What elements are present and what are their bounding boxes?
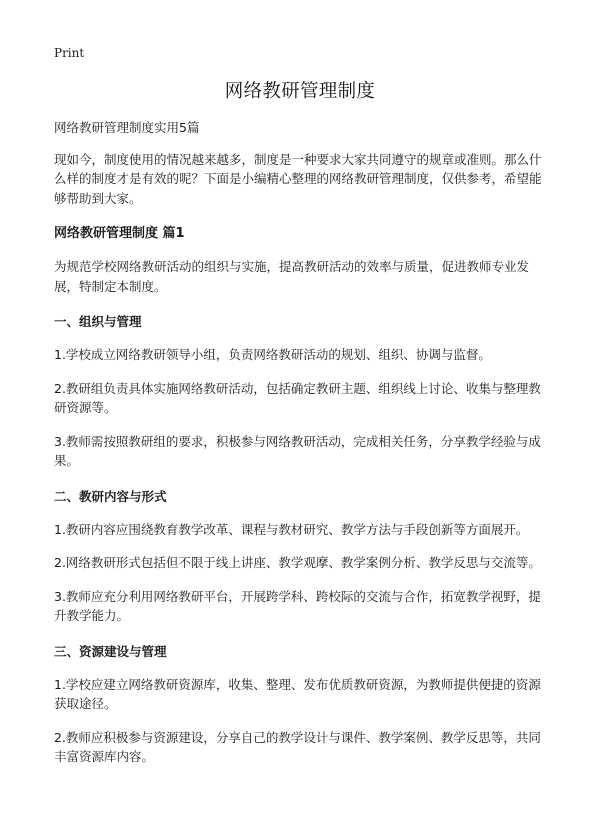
document-subtitle: 网络教研管理制度实用5篇: [54, 120, 200, 135]
list-item: 2.网络教研形式包括但不限于线上讲座、教学观摩、教学案例分析、教学反思与交流等。: [54, 555, 541, 570]
list-item: 1.学校应建立网络教研资源库，收集、整理、发布优质教研资源，为教师提供便捷的资源获取途径。: [54, 676, 541, 711]
purpose-paragraph: 为规范学校网络教研活动的组织与实施，提高教研活动的效率与质量，促进教师专业发展，特制定本制度。: [54, 259, 530, 294]
document-body: [54, 118, 550, 781]
list-item: 3.教师应充分利用网络教研平台，开展跨学科、跨校际的交流与合作，拓宽教学视野，提升教学能力。: [54, 588, 541, 623]
part1-heading: 一、组织与管理: [54, 314, 142, 329]
part2-heading: 二、教研内容与形式: [54, 488, 167, 504]
intro-paragraph: 现如今，制度使用的情况越来越多，制度是一种要求大家共同遵守的规章或准则。那么什么样的制度才是有效的呢？下面是小编精心整理的网络教研管理制度，仅供参考，希望能够帮助到大家。: [54, 151, 542, 206]
print-label: Print: [54, 46, 85, 60]
list-item: 3.教师需按照教研组的要求，积极参与网络教研活动，完成相关任务，分享教学经验与成果。: [54, 433, 541, 468]
page-title: 网络教研管理制度: [224, 81, 376, 102]
section-heading: 网络教研管理制度 篇1: [54, 226, 185, 241]
list-item: 1.学校成立网络教研领导小组，负责网络教研活动的规划、组织、协调与监督。: [54, 347, 491, 362]
list-item: 2.教师应积极参与资源建设，分享自己的教学设计与课件、教学案例、教学反思等，共同丰富资源库内容。: [54, 729, 541, 764]
list-item: 2.教研组负责具体实施网络教研活动，包括确定教研主题、组织线上讨论、收集与整理教研资源等。: [54, 380, 541, 415]
part3-heading: 三、资源建设与管理: [54, 643, 167, 659]
list-item: 1.教研内容应围绕教育教学改革、课程与教材研究、教学方法与手段创新等方面展开。: [54, 521, 529, 537]
